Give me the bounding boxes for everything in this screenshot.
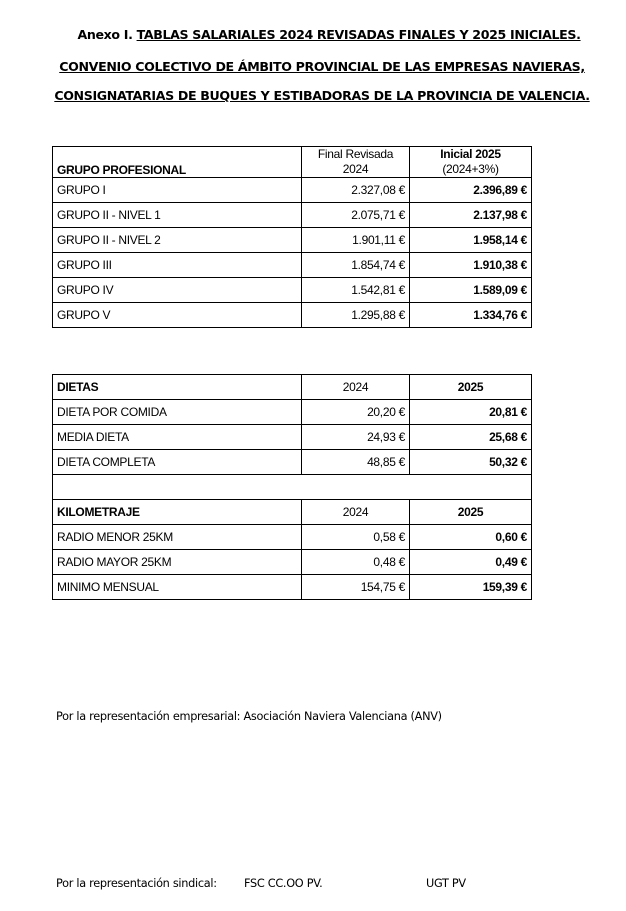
value-2024: 0,48 €	[302, 550, 410, 575]
table-row	[53, 228, 532, 253]
value-2024: 0,58 €	[302, 525, 410, 550]
document-title-line-1	[16, 27, 626, 42]
employer-signature-line: Por la representación empresarial: Asociación Naviera Valenciana (ANV)	[56, 710, 442, 723]
value-2024: 154,75 €	[302, 575, 410, 600]
concept-name: DIETA COMPLETA	[53, 450, 302, 475]
concept-name: RADIO MENOR 25KM	[53, 525, 302, 550]
annex-label: Anexo I.	[77, 27, 137, 42]
value-2025: 1.910,38 €	[410, 253, 532, 278]
col-header-2025	[410, 147, 532, 178]
concept-name: MINIMO MENSUAL	[53, 575, 302, 600]
value-2025: 1.334,76 €	[410, 303, 532, 328]
concept-name: RADIO MAYOR 25KM	[53, 550, 302, 575]
spacer-cell	[53, 475, 532, 500]
dietas-col-2024: 2024	[302, 375, 410, 400]
spacer-row	[53, 475, 532, 500]
col-header-2025-line2: (2024+3%)	[442, 162, 499, 176]
union-party-ugt: UGT PV	[426, 877, 466, 890]
col-header-2024-line1: Final Revisada	[317, 147, 394, 161]
concept-name: DIETA POR COMIDA	[53, 400, 302, 425]
dietas-title: DIETAS	[53, 375, 302, 400]
group-name: GRUPO V	[53, 303, 302, 328]
value-2024: 20,20 €	[302, 400, 410, 425]
concept-name: MEDIA DIETA	[53, 425, 302, 450]
value-2025: 1.589,09 €	[410, 278, 532, 303]
allowances-table	[52, 374, 532, 600]
group-name: GRUPO II - NIVEL 2	[53, 228, 302, 253]
col-header-grupo: GRUPO PROFESIONAL	[53, 147, 302, 178]
union-label: Por la representación sindical:	[56, 877, 217, 890]
group-name: GRUPO IV	[53, 278, 302, 303]
kilometraje-col-2024: 2024	[302, 500, 410, 525]
document-title-line-3	[9, 88, 626, 103]
value-2024: 1.901,11 €	[302, 228, 410, 253]
group-name: GRUPO I	[53, 178, 302, 203]
col-header-2024-line2: 2024	[342, 162, 369, 176]
value-2025: 50,32 €	[410, 450, 532, 475]
table-row	[53, 278, 532, 303]
value-2025: 159,39 €	[410, 575, 532, 600]
value-2024: 2.075,71 €	[302, 203, 410, 228]
group-name: GRUPO III	[53, 253, 302, 278]
table-row	[53, 450, 532, 475]
table-row	[53, 525, 532, 550]
value-2025: 1.958,14 €	[410, 228, 532, 253]
col-header-2025-line1: Inicial 2025	[440, 147, 501, 161]
table-row	[53, 203, 532, 228]
value-2025: 2.396,89 €	[410, 178, 532, 203]
table-row	[53, 550, 532, 575]
value-2024: 24,93 €	[302, 425, 410, 450]
union-signature-line	[56, 877, 466, 890]
union-party-ccoo: FSC CC.OO PV.	[244, 877, 323, 890]
table-row	[53, 575, 532, 600]
kilometraje-title: KILOMETRAJE	[53, 500, 302, 525]
value-2024: 2.327,08 €	[302, 178, 410, 203]
value-2025: 0,60 €	[410, 525, 532, 550]
table-row	[53, 303, 532, 328]
value-2024: 48,85 €	[302, 450, 410, 475]
salary-table	[52, 146, 532, 328]
col-header-2024	[302, 147, 410, 178]
table-row	[53, 178, 532, 203]
document-title-line-2	[9, 59, 626, 74]
table-row	[53, 253, 532, 278]
value-2025: 0,49 €	[410, 550, 532, 575]
group-name: GRUPO II - NIVEL 1	[53, 203, 302, 228]
table-row	[53, 425, 532, 450]
title-text-2: CONVENIO COLECTIVO DE ÁMBITO PROVINCIAL DE LAS EMPRESAS NAVIERAS,	[59, 59, 585, 74]
dietas-col-2025: 2025	[410, 375, 532, 400]
value-2025: 25,68 €	[410, 425, 532, 450]
value-2024: 1.542,81 €	[302, 278, 410, 303]
value-2025: 20,81 €	[410, 400, 532, 425]
kilometraje-header	[53, 500, 532, 525]
value-2025: 2.137,98 €	[410, 203, 532, 228]
dietas-header	[53, 375, 532, 400]
value-2024: 1.295,88 €	[302, 303, 410, 328]
value-2024: 1.854,74 €	[302, 253, 410, 278]
title-text-3: CONSIGNATARIAS DE BUQUES Y ESTIBADORAS DE LA PROVINCIA DE VALENCIA.	[54, 88, 590, 103]
kilometraje-col-2025: 2025	[410, 500, 532, 525]
salary-table-header	[53, 147, 532, 178]
table-row	[53, 400, 532, 425]
title-text-1: TABLAS SALARIALES 2024 REVISADAS FINALES Y 2025 INICIALES.	[136, 27, 581, 42]
